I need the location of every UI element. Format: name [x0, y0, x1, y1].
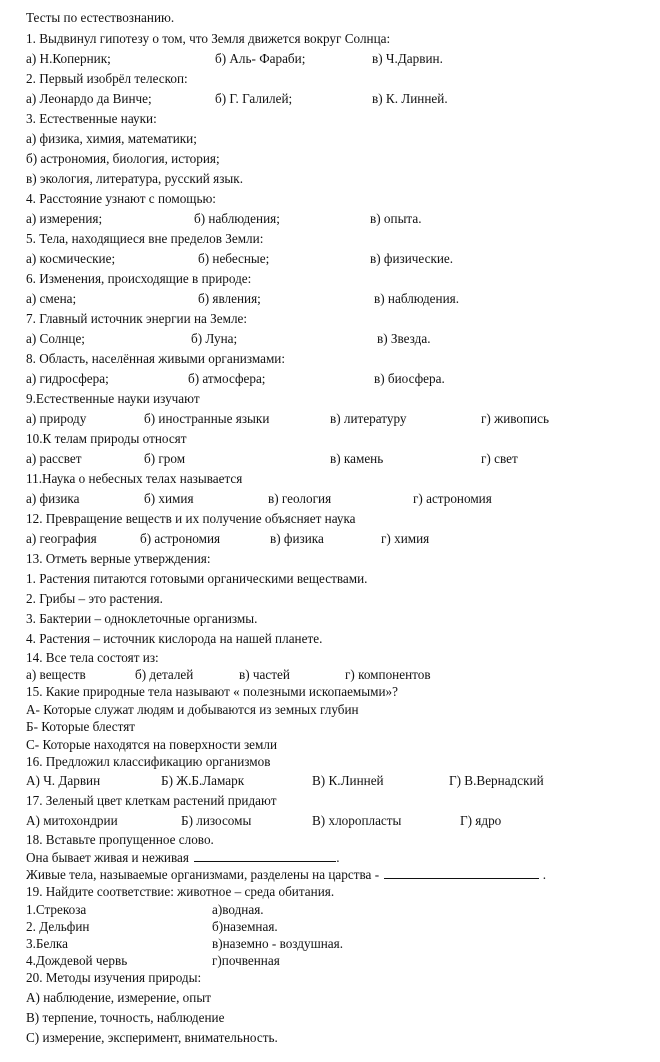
- option-b: б) атмосфера;: [188, 371, 266, 386]
- option-a: А) наблюдение, измерение, опыт: [26, 990, 211, 1005]
- option-a: а) гидросфера;: [26, 371, 109, 386]
- option-c: в) Ч.Дарвин.: [372, 51, 443, 66]
- question-13: 13. Отметь верные утверждения:: [26, 551, 211, 566]
- option-c: С- Которые находятся на поверхности земли: [26, 737, 278, 752]
- question-17: 17. Зеленый цвет клеткам растений придают: [26, 793, 277, 808]
- option-a: а) физика: [26, 491, 80, 506]
- option-a: А) Ч. Дарвин: [26, 773, 101, 788]
- match-animal: 3.Белка: [26, 936, 68, 951]
- question-18: 18. Вставьте пропущенное слово.: [26, 832, 214, 847]
- fill-in-line-2: Живые тела, называемые организмами, разделены на царства - .: [26, 867, 546, 882]
- option-b: б) химия: [144, 491, 194, 506]
- option-b: б) Г. Галилей;: [215, 91, 293, 106]
- answer-blank[interactable]: [384, 867, 539, 879]
- question-3: 3. Естественные науки:: [26, 111, 157, 126]
- option-b: Б- Которые блестят: [26, 719, 136, 734]
- question-4: 4. Расстояние узнают с помощью:: [26, 191, 216, 206]
- question-15: 15. Какие природные тела называют « полезными ископаемыми»?: [26, 684, 398, 699]
- option-b: б) деталей: [135, 667, 194, 682]
- option-a: А) митохондрии: [26, 813, 118, 828]
- option-d: Г) ядро: [460, 813, 502, 828]
- option-c: в) экология, литература, русский язык.: [26, 171, 243, 186]
- option-c: в) литературу: [330, 411, 407, 426]
- option-b: б) явления;: [198, 291, 261, 306]
- question-10: 10.К телам природы относят: [26, 431, 187, 446]
- statement-4: 4. Растения – источник кислорода на нашей планете.: [26, 631, 323, 646]
- option-b: Б) Ж.Б.Ламарк: [161, 773, 245, 788]
- option-b: б) гром: [144, 451, 186, 466]
- option-a: а) Солнце;: [26, 331, 85, 346]
- option-a: а) Н.Коперник;: [26, 51, 111, 66]
- option-a: а) рассвет: [26, 451, 82, 466]
- question-19: 19. Найдите соответствие: животное – среда обитания.: [26, 884, 335, 899]
- option-b: б) наблюдения;: [194, 211, 280, 226]
- match-habitat: б)наземная.: [212, 919, 278, 934]
- question-7: 7. Главный источник энергии на Земле:: [26, 311, 248, 326]
- option-a: а) природу: [26, 411, 87, 426]
- option-d: г) свет: [481, 451, 518, 466]
- option-b: Б) лизосомы: [181, 813, 252, 828]
- question-16: 16. Предложил классификацию организмов: [26, 754, 271, 769]
- option-d: Г) В.Вернадский: [449, 773, 544, 788]
- fill-in-text: Живые тела, называемые организмами, разделены на царства -: [26, 867, 380, 882]
- option-d: г) химия: [381, 531, 430, 546]
- statement-3: 3. Бактерии – одноклеточные организмы.: [26, 611, 258, 626]
- option-c: В) хлоропласты: [312, 813, 402, 828]
- option-a: А- Которые служат людям и добываются из земных глубин: [26, 702, 359, 717]
- option-c: С) измерение, эксперимент, внимательность.: [26, 1030, 278, 1045]
- option-c: в) физические.: [370, 251, 454, 266]
- option-c: в) геология: [268, 491, 332, 506]
- answer-blank[interactable]: [194, 850, 336, 862]
- option-b: В) терпение, точность, наблюдение: [26, 1010, 225, 1025]
- option-b: б) астрономия, биология, история;: [26, 151, 220, 166]
- page-title: Тесты по естествознанию.: [26, 10, 175, 25]
- question-14: 14. Все тела состоят из:: [26, 650, 159, 665]
- option-b: б) иностранные языки: [144, 411, 270, 426]
- option-a: а) Леонардо да Винче;: [26, 91, 152, 106]
- match-habitat: а)водная.: [212, 902, 264, 917]
- option-d: г) компонентов: [345, 667, 431, 682]
- match-animal: 1.Стрекоза: [26, 902, 87, 917]
- option-c: в) опыта.: [370, 211, 422, 226]
- option-c: в) наблюдения.: [374, 291, 460, 306]
- question-1: 1. Выдвинул гипотезу о том, что Земля движется вокруг Солнца:: [26, 31, 391, 46]
- match-animal: 4.Дождевой червь: [26, 953, 128, 968]
- option-c: В) К.Линней: [312, 773, 384, 788]
- option-b: б) небесные;: [198, 251, 270, 266]
- match-habitat: г)почвенная: [212, 953, 280, 968]
- question-8: 8. Область, населённая живыми организмами:: [26, 351, 286, 366]
- option-d: г) астрономия: [413, 491, 492, 506]
- option-b: б) астрономия: [140, 531, 221, 546]
- option-a: а) космические;: [26, 251, 116, 266]
- option-a: а) физика, химия, математики;: [26, 131, 197, 146]
- option-b: б) Луна;: [191, 331, 238, 346]
- option-d: г) живопись: [481, 411, 549, 426]
- match-habitat: в)наземно - воздушная.: [212, 936, 344, 951]
- option-a: а) измерения;: [26, 211, 103, 226]
- option-c: в) частей: [239, 667, 290, 682]
- fill-in-line-1: Она бывает живая и неживая .: [26, 850, 340, 865]
- option-c: в) К. Линней.: [372, 91, 448, 106]
- question-9: 9.Естественные науки изучают: [26, 391, 200, 406]
- option-c: в) Звезда.: [377, 331, 431, 346]
- option-a: а) география: [26, 531, 97, 546]
- option-c: в) биосфера.: [374, 371, 445, 386]
- question-20: 20. Методы изучения природы:: [26, 970, 202, 985]
- match-animal: 2. Дельфин: [26, 919, 90, 934]
- question-12: 12. Превращение веществ и их получение объясняет наука: [26, 511, 356, 526]
- question-6: 6. Изменения, происходящие в природе:: [26, 271, 252, 286]
- option-c: в) камень: [330, 451, 384, 466]
- option-a: а) смена;: [26, 291, 77, 306]
- statement-1: 1. Растения питаются готовыми органическими веществами.: [26, 571, 368, 586]
- question-11: 11.Наука о небесных телах называется: [26, 471, 243, 486]
- option-a: а) веществ: [26, 667, 86, 682]
- fill-in-text: Она бывает живая и неживая: [26, 850, 189, 865]
- option-c: в) физика: [270, 531, 324, 546]
- question-2: 2. Первый изобрёл телескоп:: [26, 71, 188, 86]
- option-b: б) Аль- Фараби;: [215, 51, 306, 66]
- question-5: 5. Тела, находящиеся вне пределов Земли:: [26, 231, 264, 246]
- statement-2: 2. Грибы – это растения.: [26, 591, 163, 606]
